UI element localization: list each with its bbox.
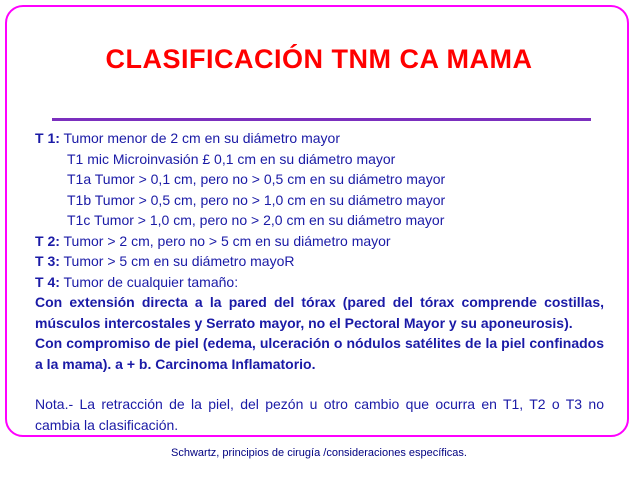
t4-label: T 4: (35, 273, 60, 290)
t2-label: T 2: (35, 232, 60, 249)
chest-wall-extension-paragraph: Con extensión directa a la pared del tórax (pared del tórax comprende costillas, músculos intercostales y Serrato mayor, no el Pectoral Mayor y su aponeurosis). (35, 294, 604, 331)
t1mic-line: T1 mic Microinvasión £ 0,1 cm en su diámetro mayor (67, 150, 396, 167)
t1-line (35, 128, 604, 149)
t3-text: Tumor > 5 cm en su diámetro mayoR (59, 253, 295, 269)
t1c-line: T1c Tumor > 1,0 cm, pero no > 2,0 cm en su diámetro mayor (67, 212, 445, 228)
note-paragraph: Nota.- La retracción de la piel, del pezón u otro cambio que ocurra en T1, T2 o T3 no cambia la clasificación. (35, 396, 604, 433)
t1b-line: T1b Tumor > 0,5 cm, pero no > 1,0 cm en su diámetro mayor (67, 191, 446, 208)
paragraph-spacer (35, 374, 604, 394)
t2-text: Tumor > 2 cm, pero no > 5 cm en su diámetro mayor (59, 232, 391, 249)
t2-line (35, 231, 604, 252)
skin-involvement-paragraph: Con compromiso de piel (edema, ulceración o nódulos satélites de la piel confinados a la mama). a + b. Carcinoma Inflamatorio. (35, 335, 604, 372)
classification-body (35, 128, 604, 435)
t3-label: T 3: (35, 253, 60, 269)
t4-text: Tumor de cualquier tamaño: (59, 273, 239, 290)
t1-text: Tumor menor de 2 cm en su diámetro mayor (59, 130, 340, 146)
t3-line (35, 251, 604, 272)
t1a-line: T1a Tumor > 0,1 cm, pero no > 0,5 cm en su diámetro mayor (67, 171, 446, 187)
source-footer: Schwartz, principios de cirugía /consideraciones específicas. (171, 447, 467, 459)
t4-line (35, 272, 604, 293)
t1-label: T 1: (35, 130, 60, 146)
title-divider (52, 118, 591, 121)
slide-title: CLASIFICACIÓN TNM CA MAMA (105, 44, 533, 74)
